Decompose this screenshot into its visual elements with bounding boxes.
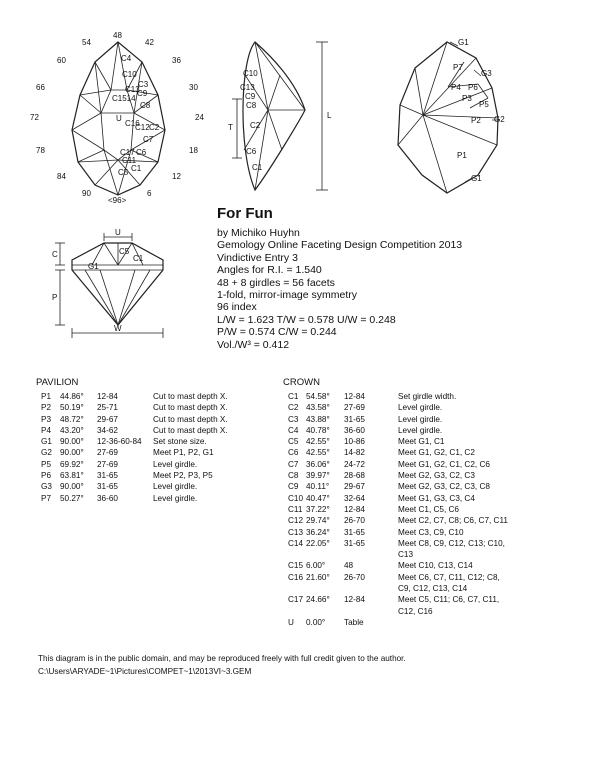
cell-name: C8 <box>288 471 299 481</box>
cell-inst: Level girdle. <box>398 414 443 424</box>
cell-name: C10 <box>288 493 304 503</box>
index-48: 48 <box>113 31 122 40</box>
cell-name: G1 <box>41 437 52 447</box>
cell-index: 27-69 <box>97 459 118 469</box>
cell-inst: Meet P2, P3, P5 <box>153 471 213 481</box>
label-c1: C1 <box>131 164 142 173</box>
cell-name: C5 <box>288 437 299 447</box>
index-6: 6 <box>147 189 152 198</box>
side-label-c13: C13 <box>240 83 255 92</box>
cell-index: 31-65 <box>344 527 365 537</box>
cell-name: C15 <box>288 561 304 571</box>
design-info <box>217 227 462 351</box>
cell-index: 36-60 <box>344 425 365 435</box>
pav-label-p3: P3 <box>462 94 472 103</box>
cell-inst: Level girdle. <box>398 425 443 435</box>
cell-inst: Meet G1, G3, C3, C4 <box>398 493 475 503</box>
cell-inst: Cut to mast depth X. <box>153 403 228 413</box>
cell-name: C17 <box>288 595 304 605</box>
cell-angle: 40.78° <box>306 425 330 435</box>
pav-label-p7: P7 <box>453 63 463 72</box>
entry: Vindictive Entry 3 <box>217 251 298 264</box>
cell-name: C14 <box>288 538 304 548</box>
cell-inst: Cut to mast depth X. <box>153 392 228 401</box>
pavilion-table <box>41 391 261 504</box>
table-row <box>288 493 578 504</box>
table-row <box>288 391 578 402</box>
cell-name: C11 <box>288 504 303 514</box>
cell-index: 10-86 <box>344 437 365 447</box>
cell-angle: 39.97° <box>306 471 330 481</box>
index-gear: 96 index <box>217 301 257 314</box>
cell-index: 36-60 <box>97 493 118 503</box>
index-30: 30 <box>189 83 198 92</box>
cell-inst-continued: C9, C12, C13, C14 <box>398 584 468 594</box>
label-c11: C11 <box>122 156 137 165</box>
cell-name: P6 <box>41 471 52 481</box>
table-row <box>288 436 578 447</box>
cell-name: C12 <box>288 516 304 526</box>
front-label-u: U <box>115 228 121 237</box>
cell-name: G2 <box>41 448 52 458</box>
cell-angle: 37.22° <box>306 504 330 514</box>
cell-index: 24-72 <box>344 459 365 469</box>
cell-angle: 0.00° <box>306 617 326 627</box>
cell-name: P2 <box>41 403 52 413</box>
table-row-continuation <box>288 606 578 617</box>
cell-inst: Meet C1, C5, C6 <box>398 504 459 514</box>
cell-inst: Level girdle. <box>398 403 443 413</box>
pav-label-g1-top: G1 <box>458 38 469 47</box>
cell-index: 48 <box>344 561 354 571</box>
front-label-p: P <box>52 293 58 302</box>
label-u: U <box>116 114 122 123</box>
cell-index: 27-69 <box>344 403 365 413</box>
front-label-g1: G1 <box>88 262 99 271</box>
table-row-continuation <box>288 583 578 594</box>
index-12: 12 <box>172 172 181 181</box>
crown-table <box>288 391 578 628</box>
cell-index: 14-82 <box>344 448 365 458</box>
cell-index: 25-71 <box>97 403 118 413</box>
cell-name: P1 <box>41 392 52 401</box>
table-row <box>41 436 261 447</box>
cell-index: 12-84 <box>344 504 365 514</box>
cell-angle: 69.92° <box>60 459 84 469</box>
cell-index: Table <box>344 617 364 627</box>
design-title: For Fun <box>217 205 273 222</box>
cell-name: P4 <box>41 425 52 435</box>
front-label-c5: C5 <box>119 247 130 256</box>
cell-index: 28-68 <box>344 471 365 481</box>
cell-name: C13 <box>288 527 304 537</box>
crown-facet-labels <box>112 54 160 177</box>
public-domain-notice: This diagram is in the public domain, and may be reproduced freely with full credit given to the author. <box>38 654 406 663</box>
cell-angle: 40.47° <box>306 493 330 503</box>
footer <box>38 652 406 678</box>
cell-inst: Meet P1, P2, G1 <box>153 448 214 458</box>
cell-index: 31-65 <box>97 482 118 492</box>
table-row <box>41 402 261 413</box>
cell-inst: Meet G2, G3, C2, C3 <box>398 471 475 481</box>
cell-inst: Set stone size. <box>153 437 207 447</box>
index-96: <96> <box>108 196 127 205</box>
cell-index: 26-70 <box>344 516 365 526</box>
side-view-lines <box>232 42 328 190</box>
cell-angle: 50.19° <box>60 403 84 413</box>
cell-angle: 36.06° <box>306 459 330 469</box>
index-42: 42 <box>145 38 154 47</box>
cell-inst: Meet C3, C9, C10 <box>398 527 464 537</box>
cell-inst: Meet C6, C7, C11, C12; C8, <box>398 572 500 582</box>
cell-inst: Meet G1, G2, C1, C2, C6 <box>398 459 490 469</box>
ratios-1: L/W = 1.623 T/W = 0.578 U/W = 0.248 <box>217 313 396 326</box>
table-row-continuation <box>288 549 578 560</box>
cell-angle: 54.58° <box>306 392 330 401</box>
pav-label-p4: P4 <box>451 83 461 92</box>
table-row <box>288 515 578 526</box>
cell-inst: Cut to mast depth X. <box>153 425 228 435</box>
cell-name: C3 <box>288 414 299 424</box>
table-row <box>41 470 261 481</box>
cell-angle: 50.27° <box>60 493 84 503</box>
cell-index: 12-84 <box>97 392 118 401</box>
angles-ri: Angles for R.I. = 1.540 <box>217 264 322 277</box>
table-row <box>288 594 578 605</box>
cell-index: 31-65 <box>97 471 118 481</box>
index-72: 72 <box>30 113 39 122</box>
cell-angle: 42.55° <box>306 437 330 447</box>
facet-count: 48 + 8 girdles = 56 facets <box>217 276 335 289</box>
front-view-lines <box>55 233 163 338</box>
cell-name: C1 <box>288 392 299 401</box>
front-view-labels <box>52 228 144 333</box>
cell-index: 29-67 <box>344 482 365 492</box>
pav-label-p5: P5 <box>479 100 489 109</box>
index-24: 24 <box>195 113 204 122</box>
cell-angle: 63.81° <box>60 471 84 481</box>
label-c9: C9 <box>137 89 148 98</box>
label-c12: C12 <box>135 123 150 132</box>
index-66: 66 <box>36 83 45 92</box>
index-78: 78 <box>36 146 45 155</box>
side-label-c8: C8 <box>246 101 257 110</box>
front-label-c1: C1 <box>133 254 144 263</box>
cell-angle: 44.86° <box>60 392 84 401</box>
cell-index: 12-84 <box>344 595 365 605</box>
cell-name: G3 <box>41 482 52 492</box>
label-c10: C10 <box>122 70 137 79</box>
cell-angle: 90.00° <box>60 448 84 458</box>
ratios-2: P/W = 0.574 C/W = 0.244 <box>217 326 337 339</box>
pavilion-view-lines <box>398 42 498 193</box>
pav-label-p6: P6 <box>468 83 478 92</box>
table-row <box>41 425 261 436</box>
index-54: 54 <box>82 38 91 47</box>
label-c5: C5 <box>118 168 129 177</box>
table-row <box>288 538 578 549</box>
cell-inst-continued: C12, C16 <box>398 606 433 616</box>
table-row <box>288 414 578 425</box>
pav-label-g3: G3 <box>481 69 492 78</box>
cell-inst: Meet G1, G2, C1, C2 <box>398 448 475 458</box>
cell-name: C2 <box>288 403 299 413</box>
label-c2: C2 <box>149 123 160 132</box>
cell-angle: 43.20° <box>60 425 84 435</box>
index-36: 36 <box>172 56 181 65</box>
cell-index: 12-84 <box>344 392 365 401</box>
pavilion-heading: PAVILION <box>36 377 79 388</box>
cell-angle: 36.24° <box>306 527 330 537</box>
label-c8: C8 <box>140 101 151 110</box>
cell-inst: Meet G1, C1 <box>398 437 445 447</box>
cell-index: 34-62 <box>97 425 118 435</box>
cell-angle: 6.00° <box>306 561 326 571</box>
symmetry: 1-fold, mirror-image symmetry <box>217 289 358 302</box>
cell-index: 29-67 <box>97 414 118 424</box>
cell-name: C16 <box>288 572 304 582</box>
table-row <box>41 493 261 504</box>
cell-inst: Meet C2, C7, C8; C6, C7, C11 <box>398 516 508 526</box>
cell-angle: 43.88° <box>306 414 330 424</box>
cell-name: C7 <box>288 459 299 469</box>
cell-index: 31-65 <box>344 538 365 548</box>
volume: Vol./W³ = 0.412 <box>217 338 290 351</box>
table-row <box>288 617 578 628</box>
side-label-l: L <box>327 111 332 120</box>
cell-inst: Level girdle. <box>153 493 198 503</box>
side-label-c9: C9 <box>245 92 256 101</box>
cell-inst: Cut to mast depth X. <box>153 414 228 424</box>
table-row <box>288 447 578 458</box>
file-path: C:\Users\ARYADE~1\Pictures\COMPET~1\2013VI~3.GEM <box>38 667 252 676</box>
label-c1514: C1514 <box>112 94 136 103</box>
cell-angle: 48.72° <box>60 414 84 424</box>
side-label-c10: C10 <box>243 69 258 78</box>
cell-name: U <box>288 617 294 627</box>
side-label-c2: C2 <box>250 121 261 130</box>
table-row <box>41 391 261 402</box>
front-label-c: C <box>52 250 58 259</box>
cell-index: 31-65 <box>344 414 365 424</box>
cell-angle: 29.74° <box>306 516 330 526</box>
cell-inst-continued: C13 <box>398 550 414 560</box>
cell-angle: 90.00° <box>60 482 84 492</box>
author: by Michiko Huyhn <box>217 227 300 239</box>
cell-name: C4 <box>288 425 299 435</box>
cell-index: 26-70 <box>344 572 365 582</box>
index-84: 84 <box>57 172 66 181</box>
table-row <box>288 459 578 470</box>
label-c16: C16 <box>125 119 140 128</box>
front-label-w: W <box>114 324 122 333</box>
cell-name: C6 <box>288 448 299 458</box>
label-c17: C17 <box>120 148 135 157</box>
label-c4: C4 <box>121 54 132 63</box>
cell-inst: Meet C8, C9, C12, C13; C10, <box>398 538 505 548</box>
pav-label-p1: P1 <box>457 151 467 160</box>
cell-angle: 22.05° <box>306 538 330 548</box>
crown-heading: CROWN <box>283 377 320 388</box>
side-label-t: T <box>228 123 233 132</box>
cell-angle: 90.00° <box>60 437 84 447</box>
table-row <box>288 425 578 436</box>
cell-name: P3 <box>41 414 52 424</box>
table-row <box>288 402 578 413</box>
cell-angle: 21.60° <box>306 572 330 582</box>
cell-inst: Level girdle. <box>153 459 198 469</box>
label-c13: C13 <box>125 85 140 94</box>
competition: Gemology Online Faceting Design Competition 2013 <box>217 239 463 252</box>
side-label-c1: C1 <box>252 163 263 172</box>
cell-angle: 24.66° <box>306 595 330 605</box>
table-row <box>288 470 578 481</box>
table-row <box>288 504 578 515</box>
table-row <box>288 560 578 571</box>
label-c7: C7 <box>143 135 154 144</box>
cell-index: 32-64 <box>344 493 365 503</box>
cell-name: P5 <box>41 459 52 469</box>
cell-inst: Level girdle. <box>153 482 198 492</box>
side-label-c6: C6 <box>246 147 257 156</box>
table-row <box>288 572 578 583</box>
index-90: 90 <box>82 189 91 198</box>
cell-inst: Set girdle width. <box>398 392 457 401</box>
index-18: 18 <box>189 146 198 155</box>
index-60: 60 <box>57 56 66 65</box>
cell-inst: Meet C5, C11; C6, C7, C11, <box>398 595 500 605</box>
label-c3: C3 <box>138 80 149 89</box>
cell-inst: Meet C10, C13, C14 <box>398 561 473 571</box>
table-row <box>41 447 261 458</box>
cell-angle: 43.58° <box>306 403 330 413</box>
table-row <box>41 414 261 425</box>
pav-label-g2: G2 <box>494 115 505 124</box>
cell-index: 27-69 <box>97 448 118 458</box>
table-row <box>288 481 578 492</box>
cell-angle: 42.55° <box>306 448 330 458</box>
table-row <box>41 459 261 470</box>
table-row <box>288 527 578 538</box>
cell-angle: 40.11° <box>306 482 330 492</box>
label-c6: C6 <box>136 148 147 157</box>
table-row <box>41 481 261 492</box>
cell-inst: Meet G2, G3, C2, C3, C8 <box>398 482 490 492</box>
cell-name: P7 <box>41 493 52 503</box>
pav-label-g1-bottom: G1 <box>471 174 482 183</box>
pav-label-p2: P2 <box>471 116 481 125</box>
cell-index: 12-36-60-84 <box>97 437 142 447</box>
cell-name: C9 <box>288 482 299 492</box>
